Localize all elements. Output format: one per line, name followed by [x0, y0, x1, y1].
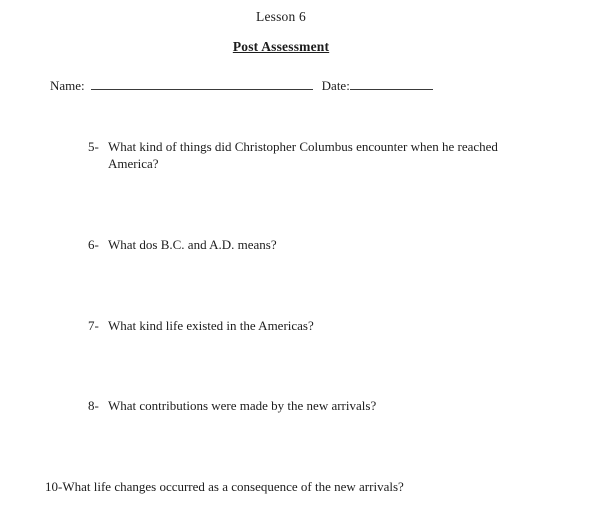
- question-text: What kind of things did Christopher Columbus encounter when he reached America?: [108, 139, 498, 171]
- document-title: Post Assessment: [232, 39, 330, 54]
- question-text: What life changes occurred as a consequence of the new arrivals?: [62, 479, 404, 494]
- date-label: Date:: [321, 78, 350, 93]
- name-date-row: [50, 76, 433, 94]
- question-number: 5-: [88, 139, 99, 154]
- lesson-label: Lesson 6: [256, 9, 306, 24]
- question-text: What kind life existed in the Americas?: [108, 318, 314, 333]
- question-item-7: [88, 317, 314, 334]
- question-number: 7-: [88, 318, 99, 333]
- question-number: 8-: [88, 398, 99, 413]
- question-item-8: [88, 397, 376, 414]
- question-text: What contributions were made by the new arrivals?: [108, 398, 377, 413]
- question-number: 10-: [45, 479, 63, 494]
- question-number: 6-: [88, 237, 99, 252]
- question-item-6: [88, 236, 277, 253]
- question-item-10: [45, 478, 404, 495]
- name-label: Name:: [50, 78, 85, 93]
- question-item-5: [88, 138, 503, 172]
- question-text: What dos B.C. and A.D. means?: [108, 237, 277, 252]
- name-blank-line: [91, 76, 313, 90]
- date-blank-line: [350, 76, 433, 90]
